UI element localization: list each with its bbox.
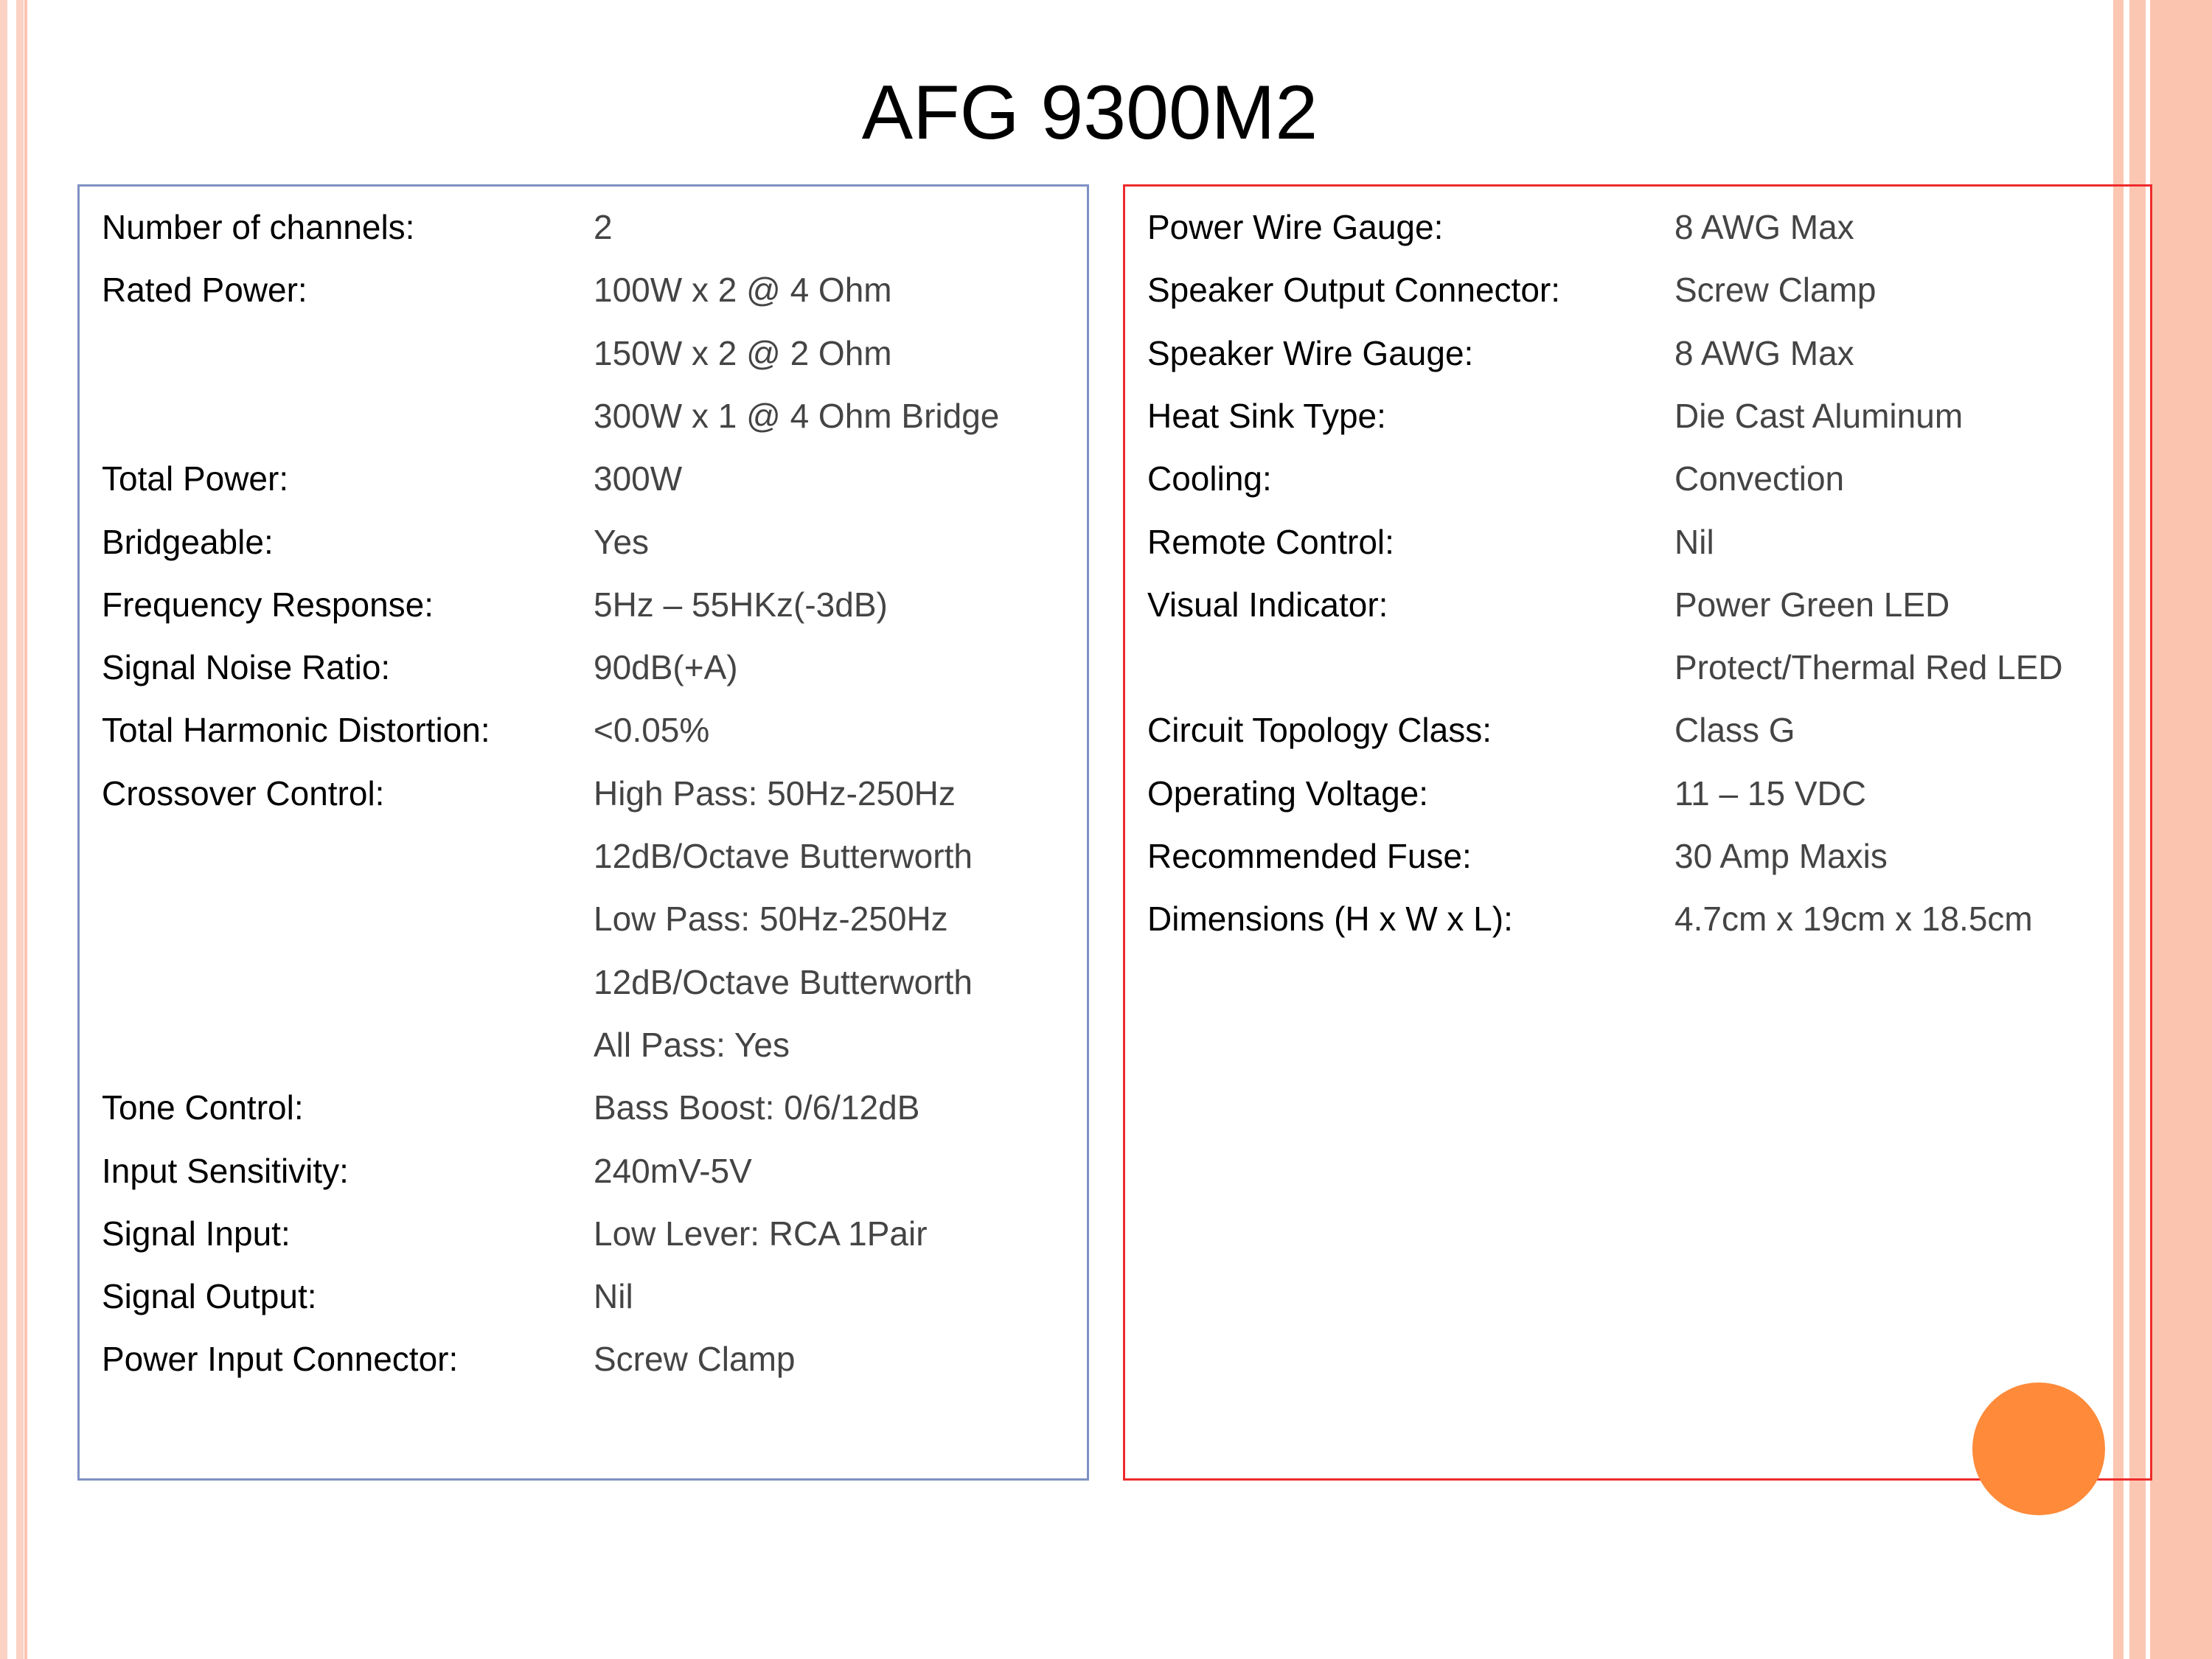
- spec-value: Screw Clamp: [1674, 271, 1877, 310]
- spec-value: 4.7cm x 19cm x 18.5cm: [1674, 900, 2033, 939]
- spec-row: [1125, 384, 2150, 448]
- spec-label: Frequency Response:: [102, 585, 434, 624]
- spec-value: High Pass: 50Hz-250Hz: [594, 773, 956, 813]
- spec-row: [80, 321, 1087, 385]
- spec-value: Nil: [594, 1277, 633, 1316]
- spec-label: Operating Voltage:: [1147, 773, 1429, 813]
- spec-row: [1125, 195, 2150, 259]
- right-stripe-decoration: [2150, 0, 2212, 1659]
- spec-label: Speaker Wire Gauge:: [1147, 333, 1474, 372]
- spec-label: Cooling:: [1147, 459, 1272, 498]
- left-spec-panel: [77, 184, 1089, 1481]
- spec-label: Signal Noise Ratio:: [102, 648, 391, 687]
- spec-value: 11 – 15 VDC: [1674, 773, 1866, 813]
- spec-value: Low Pass: 50Hz-250Hz: [594, 900, 948, 939]
- spec-row: [1125, 887, 2150, 950]
- spec-label: Input Sensitivity:: [102, 1151, 349, 1190]
- spec-label: Remote Control:: [1147, 522, 1394, 561]
- spec-row: [1125, 510, 2150, 574]
- spec-value: 300W x 1 @ 4 Ohm Bridge: [594, 396, 1000, 435]
- right-spec-panel: [1123, 184, 2152, 1481]
- orange-circle-decoration: [1972, 1382, 2105, 1515]
- spec-value: Low Lever: RCA 1Pair: [594, 1214, 928, 1253]
- slide-title: AFG 9300M2: [861, 70, 1318, 156]
- spec-row: [80, 447, 1087, 510]
- spec-value: 8 AWG Max: [1674, 208, 1854, 246]
- spec-label: Speaker Output Connector:: [1147, 271, 1560, 310]
- spec-value: <0.05%: [594, 711, 710, 750]
- spec-value: 240mV-5V: [594, 1151, 752, 1190]
- spec-row: [1125, 573, 2150, 636]
- spec-value: 8 AWG Max: [1674, 333, 1854, 372]
- spec-label: Crossover Control:: [102, 773, 385, 813]
- spec-label: Total Harmonic Distortion:: [102, 711, 490, 750]
- spec-value: Convection: [1674, 459, 1845, 498]
- spec-row: [1125, 321, 2150, 385]
- left-stripe-decoration: [24, 0, 27, 1659]
- spec-value: 5Hz – 55HKz(-3dB): [594, 585, 888, 624]
- spec-row: [80, 573, 1087, 636]
- spec-row: [1125, 258, 2150, 321]
- spec-label: Power Input Connector:: [102, 1340, 459, 1379]
- spec-row: [80, 1327, 1087, 1391]
- spec-label: Number of channels:: [102, 208, 415, 246]
- spec-label: Signal Input:: [102, 1214, 291, 1253]
- spec-label: Bridgeable:: [102, 522, 274, 561]
- spec-row: [80, 950, 1087, 1014]
- spec-value: All Pass: Yes: [594, 1025, 790, 1064]
- spec-row: [80, 762, 1087, 825]
- spec-row: [80, 636, 1087, 699]
- spec-value: 12dB/Octave Butterworth: [594, 962, 973, 1001]
- spec-value: Nil: [1674, 522, 1714, 561]
- spec-value: Protect/Thermal Red LED: [1674, 648, 2063, 687]
- spec-label: Circuit Topology Class:: [1147, 711, 1492, 750]
- spec-value: 12dB/Octave Butterworth: [594, 837, 973, 875]
- spec-value: Screw Clamp: [594, 1340, 796, 1379]
- spec-row: [80, 1076, 1087, 1139]
- spec-value: 30 Amp Maxis: [1674, 837, 1888, 875]
- spec-row: [1125, 447, 2150, 510]
- spec-label: Total Power:: [102, 459, 289, 498]
- spec-value: 90dB(+A): [594, 648, 738, 687]
- spec-label: Visual Indicator:: [1147, 585, 1388, 624]
- spec-value: 2: [594, 208, 613, 246]
- spec-label: Heat Sink Type:: [1147, 396, 1386, 435]
- spec-value: 150W x 2 @ 2 Ohm: [594, 333, 892, 372]
- spec-row: [1125, 698, 2150, 762]
- spec-row: [80, 1139, 1087, 1203]
- spec-row: [1125, 636, 2150, 699]
- spec-label: Signal Output:: [102, 1277, 317, 1316]
- spec-row: [80, 510, 1087, 574]
- spec-label: Recommended Fuse:: [1147, 837, 1472, 875]
- spec-row: [80, 1013, 1087, 1077]
- left-stripe-decoration: [0, 0, 7, 1659]
- spec-label: Power Wire Gauge:: [1147, 208, 1444, 246]
- spec-label: Rated Power:: [102, 271, 307, 310]
- spec-label: Tone Control:: [102, 1088, 304, 1127]
- spec-row: [80, 1202, 1087, 1265]
- left-stripe-decoration: [16, 0, 24, 1659]
- spec-value: Power Green LED: [1674, 585, 1950, 624]
- spec-row: [80, 195, 1087, 259]
- spec-row: [80, 887, 1087, 950]
- spec-value: Class G: [1674, 711, 1795, 750]
- spec-value: Die Cast Aluminum: [1674, 396, 1964, 435]
- spec-value: Yes: [594, 522, 650, 561]
- spec-row: [1125, 762, 2150, 825]
- spec-row: [80, 258, 1087, 321]
- spec-row: [80, 824, 1087, 888]
- spec-row: [1125, 824, 2150, 888]
- spec-label: Dimensions (H x W x L):: [1147, 900, 1513, 939]
- spec-value: 300W: [594, 459, 683, 498]
- spec-row: [80, 384, 1087, 448]
- spec-row: [80, 698, 1087, 762]
- spec-value: Bass Boost: 0/6/12dB: [594, 1088, 920, 1127]
- spec-value: 100W x 2 @ 4 Ohm: [594, 271, 892, 310]
- spec-row: [80, 1265, 1087, 1328]
